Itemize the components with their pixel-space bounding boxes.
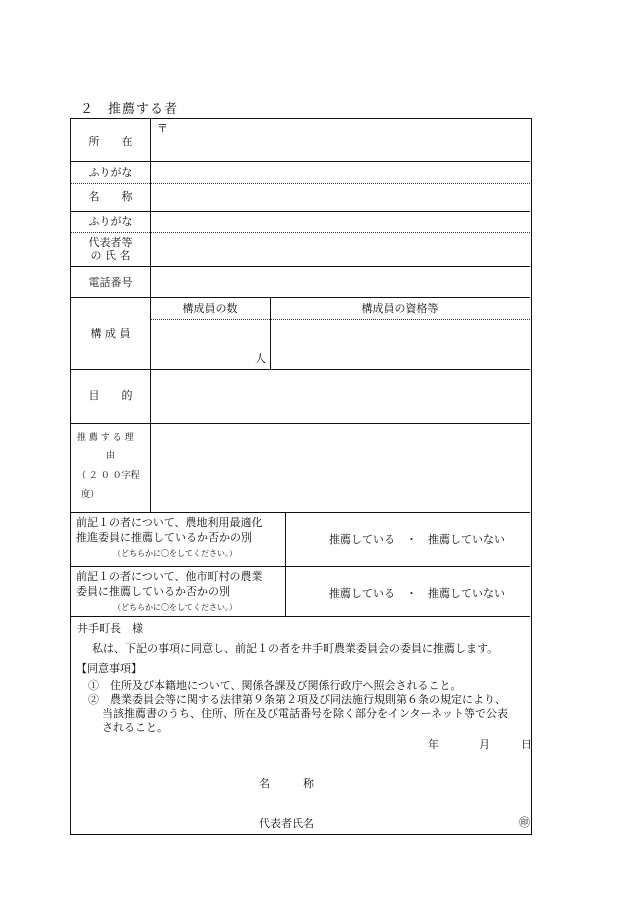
q2-choice[interactable]: 推薦している ・ 推薦していない: [329, 587, 505, 600]
date-month: 月: [479, 738, 490, 751]
row-divider: [71, 161, 530, 162]
consent-item-2-line3: されること。: [102, 721, 168, 734]
q1-choice[interactable]: 推薦している ・ 推薦していない: [329, 533, 505, 546]
question-column-divider: [285, 512, 286, 616]
representative-label-line2: の 氏 名: [90, 249, 131, 262]
addressee: 井手町長 様: [77, 622, 143, 635]
label-column-divider: [150, 119, 151, 512]
consent-item-1: ① 住所及び本籍地について、関係各課及び関係行政庁へ照会されること。: [88, 679, 462, 692]
reason-label-line2: 由: [105, 451, 115, 461]
seal-mark: ㊞: [519, 816, 530, 829]
declaration-statement: 私は、下記の事項に同意し、前記１の者を井手町農業委員会の委員に推薦します。: [92, 642, 499, 655]
row-divider: [71, 266, 530, 267]
name-label: 名 称: [88, 190, 133, 203]
phone-label: 電話番号: [88, 276, 133, 289]
signer-name-label: 名 称: [259, 777, 314, 790]
date-year: 年: [428, 738, 439, 751]
signer-representative-label: 代表者氏名: [259, 817, 314, 830]
row-divider: [71, 512, 530, 513]
representative-label: 代表者等: [88, 236, 133, 249]
q2-note: （どちらかに〇をしてください。）: [113, 603, 237, 612]
postal-mark: 〒: [157, 122, 168, 135]
members-label: 構 成 員: [90, 327, 131, 340]
address-label: 所 在: [88, 135, 133, 148]
furigana-label: ふりがな: [88, 166, 133, 179]
recommender-form: [70, 118, 532, 835]
section-heading: ２ 推薦する者: [80, 102, 179, 117]
row-divider: [71, 211, 530, 212]
members-qualification-header: 構成員の資格等: [361, 302, 439, 315]
consent-title: 【同意事項】: [76, 662, 142, 675]
reason-label: 推 薦 す る 理: [77, 433, 134, 443]
row-divider: [71, 616, 530, 617]
row-divider-dotted: [71, 183, 530, 184]
row-divider-dotted: [71, 232, 530, 233]
q2-text: 前記１の者について、他市町村の農業: [76, 570, 263, 583]
row-divider: [71, 369, 530, 370]
consent-item-2-line2: 当該推薦書のうち、住所、所在及び電話番号を除く部分をインターネット等で公表: [102, 707, 509, 720]
date-day: 日: [521, 738, 532, 751]
purpose-label: 目 的: [88, 389, 133, 402]
members-header-divider: [150, 319, 530, 320]
q1-text: 前記１の者について、農地利用最適化: [76, 516, 263, 529]
reason-label-line4: 度）: [81, 490, 100, 500]
row-divider: [71, 566, 530, 567]
members-count-header: 構成員の数: [182, 302, 238, 315]
q1-text-line2: 推進委員に推薦しているか否かの別: [76, 531, 252, 544]
row-divider: [71, 423, 530, 424]
q2-text-line2: 委員に推薦しているか否かの別: [76, 585, 230, 598]
q1-note: （どちらかに〇をしてください。）: [113, 549, 237, 558]
members-unit: 人: [255, 352, 266, 365]
furigana-label: ふりがな: [88, 215, 133, 228]
reason-label-line3: （ ２ ０ ０字程: [77, 471, 140, 481]
row-divider: [71, 297, 530, 298]
consent-item-2: ② 農業委員会等に関する法律第９条第２項及び同法施行規則第６条の規定により、: [88, 693, 506, 706]
